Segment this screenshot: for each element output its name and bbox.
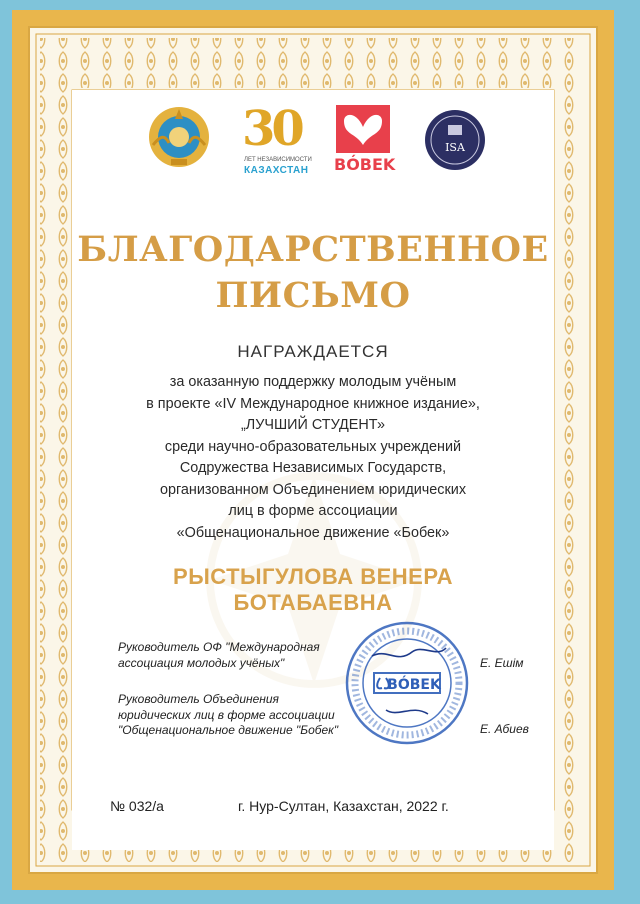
logo-row bbox=[72, 101, 554, 185]
bobek-butterfly-logo-icon bbox=[336, 105, 390, 153]
description-line: среди научно-образовательных учреждений bbox=[164, 438, 462, 455]
stamp-text: BÓBEK bbox=[387, 677, 441, 693]
signatory-line: Руководитель Объединения bbox=[118, 692, 279, 706]
independence-30-logo-icon bbox=[240, 101, 312, 177]
signatory-line: юридических лиц в форме ассоциации bbox=[118, 707, 335, 722]
signatory-line: "Общенациональное движение "Бобек" bbox=[118, 723, 339, 737]
bobek-logo-name: BÓBEK bbox=[334, 155, 396, 174]
description-line: лиц в форме ассоциации bbox=[228, 503, 398, 519]
description-line: „ЛУЧШИЙ СТУДЕНТ» bbox=[241, 417, 385, 433]
signatory-2-name: Е. Абиев bbox=[480, 722, 529, 736]
place-and-date: г. Нур-Султан, Казахстан, 2022 г. bbox=[238, 798, 449, 814]
description-line: «Общенациональное движение «Бобек» bbox=[176, 524, 450, 541]
description-line: в проекте «IV Международное книжное издание», bbox=[146, 395, 480, 412]
signatory-2-title bbox=[118, 692, 338, 739]
description-line: организованном Объединением юридических bbox=[159, 481, 467, 498]
anniversary-country: КАЗАХСТАН bbox=[244, 165, 309, 176]
certificate-title bbox=[72, 227, 554, 319]
anniversary-caption: ЛЕТ НЕЗАВИСИМОСТИ bbox=[244, 157, 312, 163]
recipient-line-2: БОТАБАЕВНА bbox=[233, 590, 393, 615]
title-line-1: БЛАГОДАРСТВЕННОЕ bbox=[77, 229, 549, 270]
bobek-logo bbox=[334, 105, 394, 177]
awarded-heading: НАГРАЖДАЕТСЯ bbox=[237, 342, 389, 361]
description-line: за оказанную поддержку молодым учёным bbox=[169, 374, 457, 390]
signatory-1-name: Е. Ешім bbox=[480, 656, 524, 670]
signatory-1-title bbox=[118, 640, 320, 671]
signatory-line: ассоциация молодых учёных" bbox=[118, 655, 285, 670]
bobek-stamp-icon bbox=[342, 618, 472, 748]
anniversary-number: 30 bbox=[242, 101, 301, 157]
description-line: Содружества Независимых Государств, bbox=[179, 460, 447, 476]
kazakhstan-emblem-icon bbox=[147, 105, 211, 169]
recipient-line-1: РЫСТЫГУЛОВА ВЕНЕРА bbox=[173, 564, 453, 589]
award-description bbox=[72, 372, 554, 544]
document-number: № 032/а bbox=[110, 798, 164, 814]
isa-seal-text: ISA bbox=[445, 141, 465, 154]
recipient-name bbox=[72, 564, 554, 616]
title-line-2: ПИСЬМО bbox=[215, 275, 411, 316]
isa-seal-icon bbox=[424, 109, 486, 171]
signatory-line: Руководитель ОФ "Международная bbox=[118, 640, 320, 654]
certificate-content bbox=[72, 90, 554, 850]
